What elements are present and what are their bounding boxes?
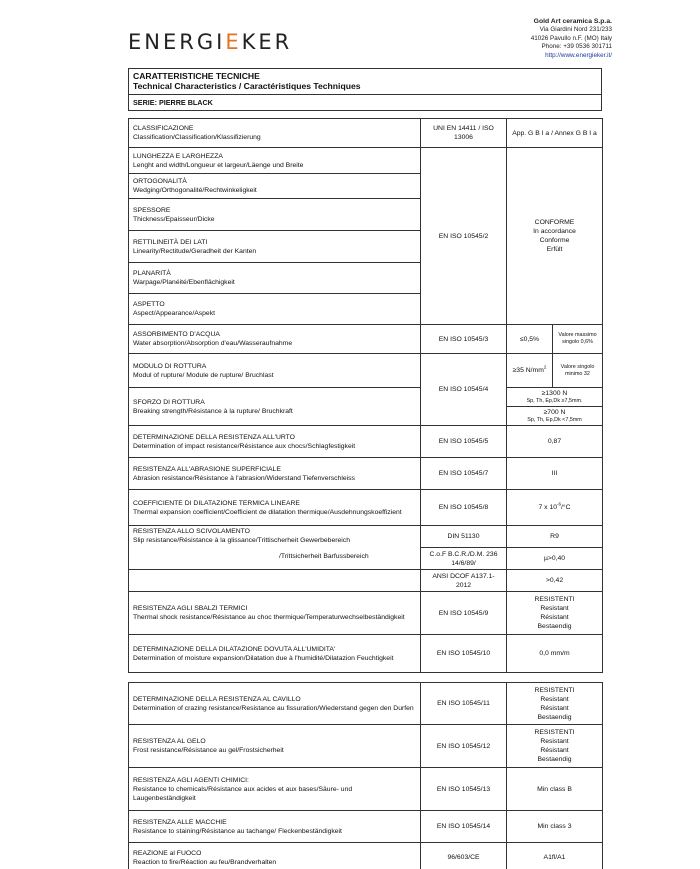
table-cell: EN ISO 10545/11	[421, 683, 507, 725]
cell-text: ENERGI	[128, 30, 226, 54]
cell-text: RESISTENTI	[534, 596, 575, 603]
table-cell	[129, 388, 421, 426]
row-abrasione	[129, 458, 603, 490]
row-macchie	[129, 811, 603, 843]
table-cell: ANSI DCOF A137.1-2012	[421, 570, 507, 592]
row-scivolamento-3	[129, 570, 603, 592]
table-cell: EN ISO 10545/8	[421, 490, 507, 526]
row-urto	[129, 426, 603, 458]
dimensional-norm: EN ISO 10545/2	[421, 148, 507, 325]
cell-text: Slip resistance/Résistance à la glissance/Trittischerheit Gewerbebereich	[133, 537, 350, 544]
spec-table-1	[128, 118, 603, 673]
row-chimici	[129, 768, 603, 811]
cell-text: Bestaendig	[537, 756, 572, 763]
table-cell: EN ISO 10545/12	[421, 725, 507, 768]
table-cell: Valore massimo singolo 0,6%	[553, 325, 603, 354]
cell-text: Resistant	[540, 738, 569, 745]
cell-text: Resistance to staining/Résistance au tachange/ Fleckenbeständigkeit	[133, 827, 342, 835]
cell-text: Sp, Th, Ep,Dk <7,5mm	[527, 416, 582, 423]
cell-text: Erfült	[546, 246, 563, 253]
row-modulo	[129, 354, 603, 388]
cell-text: Resistance to chemicals/Résistance aux acides et aux bases/Säure- und Laugenbeständigkeit	[133, 785, 353, 802]
cell-text: RESISTENZA ALLE MACCHIE	[133, 818, 227, 826]
table-cell: UNI EN 14411 / ISO 13006	[421, 119, 507, 148]
table-cell: µ>0,40	[507, 548, 603, 570]
table-cell: EN ISO 10545/9	[421, 592, 507, 635]
table-cell	[507, 388, 603, 407]
cell-text: Water absorption/Absorption d'eau/Wasseraufnahme	[133, 340, 293, 347]
cell-text: Thermal expansion coefficient/Coefficient de dilatation thermique/Ausdehnungskoeffizient	[133, 508, 402, 516]
cell-text: 7 x 10	[538, 504, 557, 511]
row-assorbimento	[129, 325, 603, 354]
spec-table-2	[128, 682, 603, 869]
cell-text: PLANARITÀ	[133, 270, 171, 277]
table-cell: Min class 3	[507, 811, 603, 843]
table-cell	[129, 119, 421, 148]
table-cell: >0,42	[507, 570, 603, 592]
table-cell: EN ISO 10545/5	[421, 426, 507, 458]
serie-label: SERIE: PIERRE BLACK	[128, 95, 602, 111]
row-sforzo	[129, 388, 603, 407]
table-cell	[129, 148, 421, 174]
row-cavillo	[129, 683, 603, 725]
table-cell: 96/603/CE	[421, 843, 507, 869]
rottura-norm: EN ISO 10545/4	[421, 354, 507, 426]
table-cell	[129, 683, 421, 725]
table-cell: EN ISO 10545/7	[421, 458, 507, 490]
cell-text: Bestaendig	[537, 713, 572, 721]
cell-text: Résistant	[540, 747, 569, 754]
table-cell: III	[507, 458, 603, 490]
cell-text: In accordance	[533, 228, 576, 235]
cell-text: ≥700 N	[543, 408, 566, 416]
cell-text: Resistant	[540, 695, 569, 703]
cell-text: DETERMINAZIONE DELLA RESISTENZA AL CAVILLO	[133, 695, 301, 703]
cell-text: RETTILINEITÀ DEI LATI	[133, 238, 208, 246]
row-lunghezza	[129, 148, 603, 174]
table-cell	[129, 354, 421, 388]
cell-text: Thermal shock resistance/Résistance au choc thermique/Temperaturwechselbeständigkeit	[133, 614, 405, 621]
cell-text: SPESSORE	[133, 206, 171, 214]
cell-text: CLASSIFICAZIONE	[133, 125, 194, 132]
cell-text: ≥1300 N	[541, 389, 568, 397]
table-cell: Valore singolo minimo 32	[553, 354, 603, 388]
cell-text: /°C	[561, 504, 571, 511]
company-url[interactable]: http://www.energieker.it/	[545, 51, 612, 59]
cell-text: Aspect/Appearance/Aspekt	[133, 310, 215, 317]
table-cell: Min class B	[507, 768, 603, 811]
row-umidita	[129, 635, 603, 673]
company-address-2: 41026 Pavullo n.F. (MO) Italy	[530, 34, 612, 42]
cell-text: MODULO DI ROTTURA	[133, 362, 207, 370]
table-cell	[129, 199, 421, 231]
table-cell: 0,87	[507, 426, 603, 458]
cell-text: Résistant	[540, 614, 569, 621]
title-it: CARATTERISTICHE TECNICHE	[133, 71, 260, 81]
row-scivolamento	[129, 526, 603, 548]
table-cell: ≤0,5%	[507, 325, 553, 354]
cell-text: /Trittsicherheit Barfussbereich	[279, 553, 369, 560]
table-cell	[129, 635, 421, 673]
table-cell	[129, 231, 421, 263]
table-cell	[129, 725, 421, 768]
logo-mark: E	[225, 30, 242, 54]
cell-text: Breaking strength/Résistance à la rupture/ Bruchkraft	[133, 407, 293, 415]
cell-text: COEFFICIENTE DI DILATAZIONE TERMICA LINEARE	[133, 499, 300, 507]
cell-text: Frost resistance/Résistance au gel/Frostsicherheit	[133, 747, 284, 754]
table-cell: App. G B I a / Annex G B I a	[507, 119, 603, 148]
cell-text: ASSORBIMENTO D'ACQUA	[133, 331, 220, 338]
table-cell	[507, 407, 603, 426]
table-cell: R9	[507, 526, 603, 548]
table-cell	[129, 263, 421, 294]
cell-text: Resistant	[540, 605, 569, 612]
cell-text: RESISTENTI	[534, 729, 575, 736]
cell-text: LUNGHEZZA E LARGHEZZA	[133, 152, 223, 160]
table-cell	[129, 426, 421, 458]
cell-text: Linearity/Rectitude/Geradheit der Kanten	[133, 247, 257, 255]
cell-text: SFORZO DI ROTTURA	[133, 398, 205, 406]
table-cell: C.o.F B.C.R./D.M. 236 14/6/89/	[421, 548, 507, 570]
table-cell: DIN 51130	[421, 526, 507, 548]
table-cell: EN ISO 10545/3	[421, 325, 507, 354]
cell-text: Determination of impact resistance/Résistance aux chocs/Schlagfestigkeit	[133, 442, 356, 450]
company-info	[531, 18, 612, 60]
table-cell: 7 x $10^{-6}/^\circ C$	[507, 490, 603, 526]
table-cell: EN ISO 10545/10	[421, 635, 507, 673]
row-dilatazione	[129, 490, 603, 526]
cell-text: Warpage/Planéité/Ebenflächigkeit	[133, 279, 235, 286]
table-cell	[507, 592, 603, 635]
row-sbalzi	[129, 592, 603, 635]
brand-logo	[128, 30, 292, 54]
table-cell	[129, 811, 421, 843]
table-cell	[129, 294, 421, 325]
table-cell	[129, 458, 421, 490]
cell-text: Thickness/Epaisseur/Dicke	[133, 215, 215, 223]
cell-text: RESISTENZA AGLI AGENTI CHIMICI:	[133, 776, 249, 784]
cell-text: Conforme	[539, 237, 570, 244]
table-cell	[129, 325, 421, 354]
company-address-1: Via Giardini Nord 231/233	[539, 26, 612, 34]
cell-text: Reaction to fire/Réaction au feu/Brandverhalten	[133, 858, 277, 866]
table-cell: EN ISO 10545/14	[421, 811, 507, 843]
table-cell: EN ISO 10545/13	[421, 768, 507, 811]
sheet-header	[128, 68, 602, 95]
cell-text: Classification/Classification/Klassifizierung	[133, 134, 261, 141]
cell-text: ≥35 N/mm	[512, 367, 544, 374]
table-cell	[129, 174, 421, 199]
cell-text: DETERMINAZIONE DELLA RESISTENZA ALL'URTO	[133, 433, 295, 441]
cell-text: ORTOGONALITÀ	[133, 178, 187, 185]
row-fuoco	[129, 843, 603, 869]
cell-text: DETERMINAZIONE DELLA DILATAZIONE DOVUTA ALL'UMIDITA'	[133, 645, 336, 653]
title-en-fr: Technical Characteristics / Caractéristiques Techniques	[133, 81, 361, 91]
row-classificazione	[129, 119, 603, 148]
company-phone: Phone: +39 0536 301711	[541, 43, 612, 51]
cell-text: RESISTENZA ALL'ABRASIONE SUPERFICIALE	[133, 465, 281, 473]
table-cell: A1fl/A1	[507, 843, 603, 869]
table-cell	[129, 526, 421, 570]
cell-text: Wedging/Orthogonalité/Rechtwinkeligkeit	[133, 187, 257, 194]
table-cell: 0,0 mm/m	[507, 635, 603, 673]
table-cell	[129, 768, 421, 811]
table-cell	[129, 490, 421, 526]
cell-text: Determination of crazing resistance/Resistance au fissuration/Wiederstand gegen den Durfen	[133, 704, 414, 712]
cell-text: Bestaendig	[537, 623, 572, 630]
cell-text: RESISTENZA ALLO SCIVOLAMENTO	[133, 528, 250, 535]
cell-text: RESISTENZA AGLI SBALZI TERMICI	[133, 605, 248, 612]
table-cell: ≥35 $N/mm^2$	[507, 354, 553, 388]
cell-text: ASPETTO	[133, 301, 165, 308]
table-cell	[507, 725, 603, 768]
cell-text: Abrasion resistance/Résistance à l'abrasion/Widerstand Tiefenverschleiss	[133, 474, 355, 482]
cell-text: RESISTENTI	[534, 686, 575, 694]
cell-text: Modul of rupture/ Module de rupture/ Bruchlast	[133, 371, 274, 379]
cell-text: Résistant	[540, 704, 569, 712]
cell-text: KER	[241, 30, 293, 54]
cell-text: REAZIONE al FUOCO	[133, 849, 202, 857]
spec-sheet	[128, 68, 602, 869]
cell-text: Sp, Th, Ep,Dk ≥7,5mm.	[526, 397, 583, 404]
cell-text: Lenght and width/Longueur et largeur/Läenge und Breite	[133, 161, 304, 169]
table-cell	[129, 570, 421, 592]
table-cell	[507, 683, 603, 725]
cell-text: CONFORME	[534, 219, 575, 226]
table-cell	[129, 592, 421, 635]
table-cell	[129, 843, 421, 869]
cell-text: Determination of moisture expansion/Dilatation due à l'humidité/Dilatazion Feuchtigkeit	[133, 654, 394, 662]
cell-text: RESISTENZA AL GELO	[133, 738, 206, 745]
row-gelo	[129, 725, 603, 768]
dimensional-value	[507, 148, 603, 325]
company-name: Gold Art ceramica S.p.a.	[533, 18, 612, 25]
